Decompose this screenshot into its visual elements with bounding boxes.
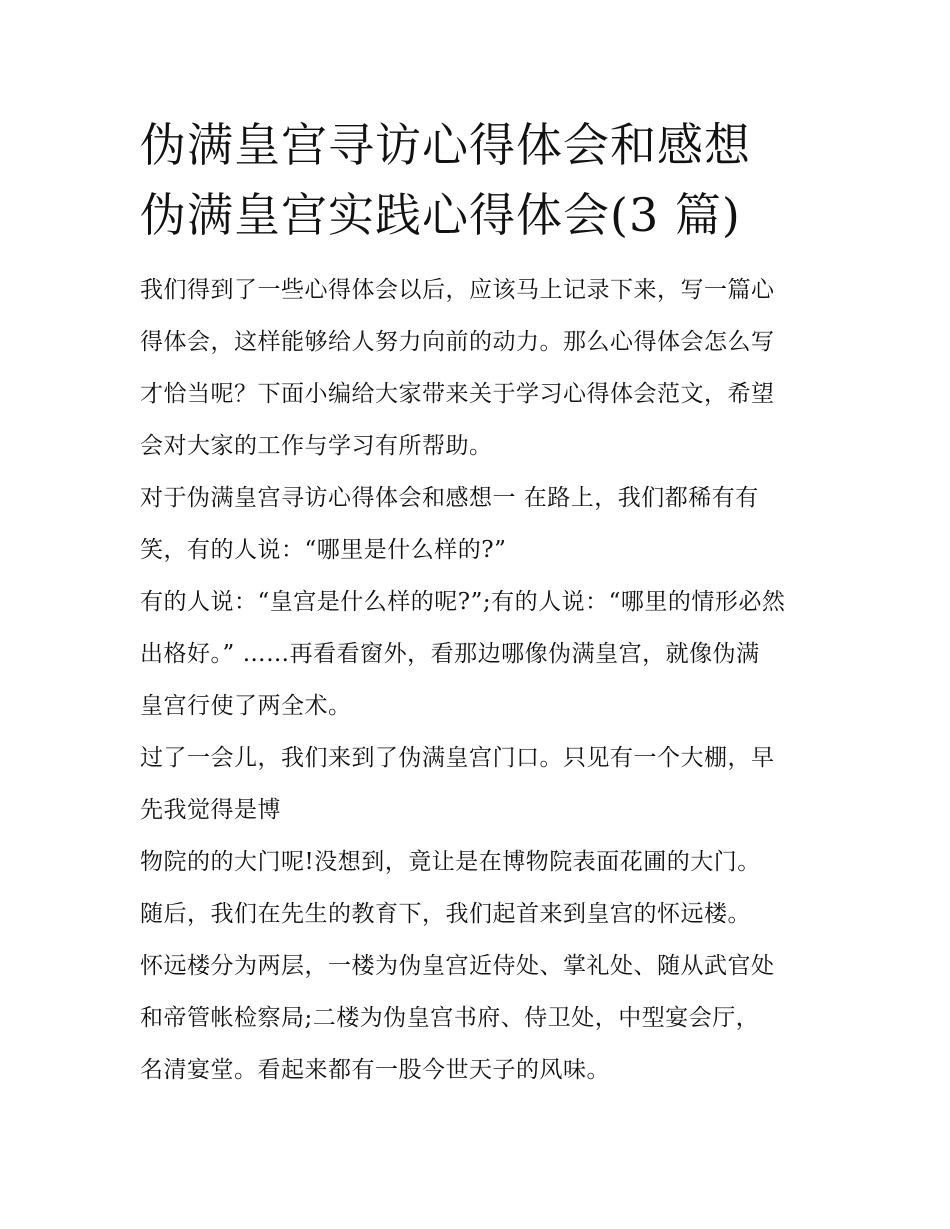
text-line: 先我觉得是博 xyxy=(140,797,281,823)
text-line: 和帝管帐检察局;二楼为伪皇宫书府、侍卫处，中型宴会厅， xyxy=(140,1005,760,1031)
body-paragraph xyxy=(140,576,820,732)
document-title xyxy=(140,110,820,250)
text-line: 物院的的大门呢!没想到，竟让是在博物院表面花圃的大门。 xyxy=(140,849,761,875)
body-paragraph xyxy=(140,940,820,1096)
text-line: 过了一会儿，我们来到了伪满皇宫门口。只见有一个大棚，早 xyxy=(140,745,775,771)
text-line: 笑，有的人说：“哪里是什么样的?” xyxy=(140,537,507,563)
text-line: 皇宫行使了两全术。 xyxy=(140,693,352,719)
title-line: 伪满皇宫寻访心得体会和感想 xyxy=(140,118,751,172)
text-line: 随后，我们在先生的教育下，我们起首来到皇宫的怀远楼。 xyxy=(140,901,751,927)
title-line: 伪满皇宫实践心得体会(3 篇) xyxy=(140,188,741,242)
body-paragraph xyxy=(140,472,820,576)
text-line: 才恰当呢？下面小编给大家带来关于学习心得体会范文，希望 xyxy=(140,381,775,407)
text-line: 怀远楼分为两层，一楼为伪皇宫近侍处、掌礼处、随从武官处 xyxy=(140,953,775,979)
body-paragraph xyxy=(140,732,820,836)
text-line: 出格好。” ……再看看窗外，看那边哪像伪满皇宫，就像伪满 xyxy=(140,641,760,667)
text-line: 得体会，这样能够给人努力向前的动力。那么心得体会怎么写 xyxy=(140,329,775,355)
text-line: 我们得到了一些心得体会以后，应该马上记录下来，写一篇心 xyxy=(140,277,775,303)
document-content xyxy=(140,110,820,1096)
text-line: 会对大家的工作与学习有所帮助。 xyxy=(140,433,493,459)
text-line: 有的人说：“皇宫是什么样的呢?”;有的人说：“哪里的情形必然 xyxy=(140,589,786,615)
intro-paragraph xyxy=(140,264,820,472)
body-paragraph xyxy=(140,836,820,888)
body-paragraph xyxy=(140,888,820,940)
text-line: 名清宴堂。看起来都有一股今世天子的风味。 xyxy=(140,1057,610,1083)
text-line: 对于伪满皇宫寻访心得体会和感想一 在路上，我们都稀有有 xyxy=(140,485,759,511)
